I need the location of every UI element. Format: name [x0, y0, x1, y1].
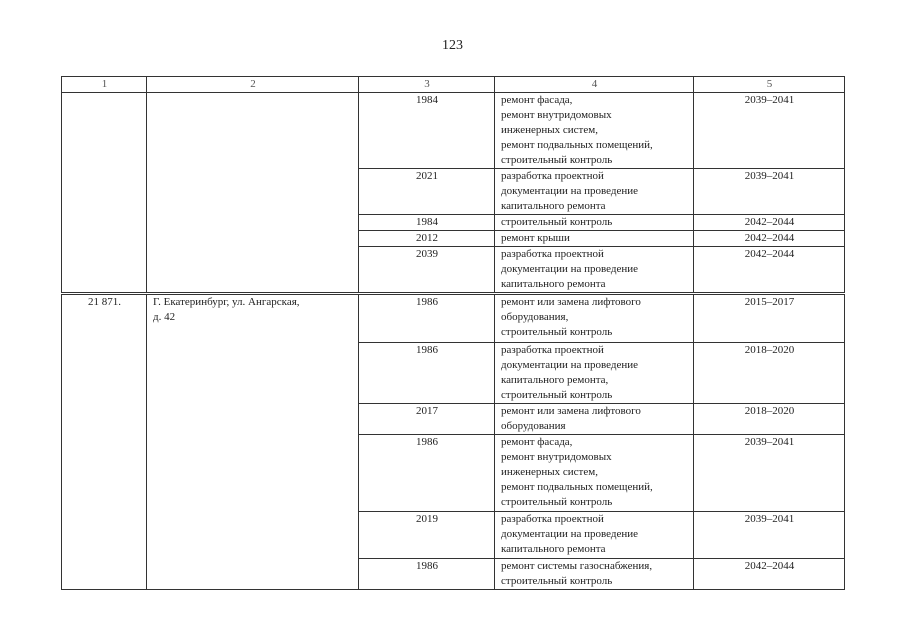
- work-type-cell: разработка проектной документации на проведение капитального ремонта: [495, 247, 694, 294]
- work-type-cell: ремонт фасада, ремонт внутридомовых инженерных систем, ремонт подвальных помещений, строительный контроль: [495, 93, 694, 169]
- year-cell: 1986: [359, 343, 495, 404]
- work-type-cell: разработка проектной документации на проведение капитального ремонта: [495, 512, 694, 559]
- entry-address-cell: [147, 93, 359, 294]
- period-cell: 2039–2041: [694, 169, 845, 215]
- work-type-cell: ремонт или замена лифтового оборудования, строительный контроль: [495, 294, 694, 343]
- column-header-4: 4: [495, 77, 694, 93]
- period-cell: 2042–2044: [694, 215, 845, 231]
- column-header-3: 3: [359, 77, 495, 93]
- period-cell: 2018–2020: [694, 404, 845, 435]
- year-cell: 1984: [359, 93, 495, 169]
- entry-number-cell: [62, 93, 147, 294]
- column-header-1: 1: [62, 77, 147, 93]
- period-cell: 2015–2017: [694, 294, 845, 343]
- entry-number-cell: 21 871.: [62, 294, 147, 590]
- year-cell: 2012: [359, 231, 495, 247]
- work-type-cell: ремонт системы газоснабжения, строительный контроль: [495, 559, 694, 590]
- work-type-cell: разработка проектной документации на проведение капитального ремонта, строительный контроль: [495, 343, 694, 404]
- work-type-cell: разработка проектной документации на проведение капитального ремонта: [495, 169, 694, 215]
- period-cell: 2039–2041: [694, 435, 845, 512]
- period-cell: 2018–2020: [694, 343, 845, 404]
- table-row: [62, 294, 845, 343]
- capital-repair-table: [61, 76, 845, 590]
- column-header-5: 5: [694, 77, 845, 93]
- period-cell: 2042–2044: [694, 559, 845, 590]
- period-cell: 2039–2041: [694, 93, 845, 169]
- year-cell: 2017: [359, 404, 495, 435]
- year-cell: 1986: [359, 294, 495, 343]
- table-row: [62, 93, 845, 169]
- year-cell: 2039: [359, 247, 495, 294]
- year-cell: 1986: [359, 559, 495, 590]
- page-number: 123: [442, 38, 463, 53]
- year-cell: 2019: [359, 512, 495, 559]
- year-cell: 1984: [359, 215, 495, 231]
- column-number-row: [62, 77, 845, 93]
- period-cell: 2042–2044: [694, 231, 845, 247]
- year-cell: 2021: [359, 169, 495, 215]
- year-cell: 1986: [359, 435, 495, 512]
- entry-address-cell: Г. Екатеринбург, ул. Ангарская, д. 42: [147, 294, 359, 590]
- work-type-cell: ремонт крыши: [495, 231, 694, 247]
- work-type-cell: ремонт фасада, ремонт внутридомовых инженерных систем, ремонт подвальных помещений, строительный контроль: [495, 435, 694, 512]
- work-type-cell: ремонт или замена лифтового оборудования: [495, 404, 694, 435]
- period-cell: 2039–2041: [694, 512, 845, 559]
- column-header-2: 2: [147, 77, 359, 93]
- work-type-cell: строительный контроль: [495, 215, 694, 231]
- period-cell: 2042–2044: [694, 247, 845, 294]
